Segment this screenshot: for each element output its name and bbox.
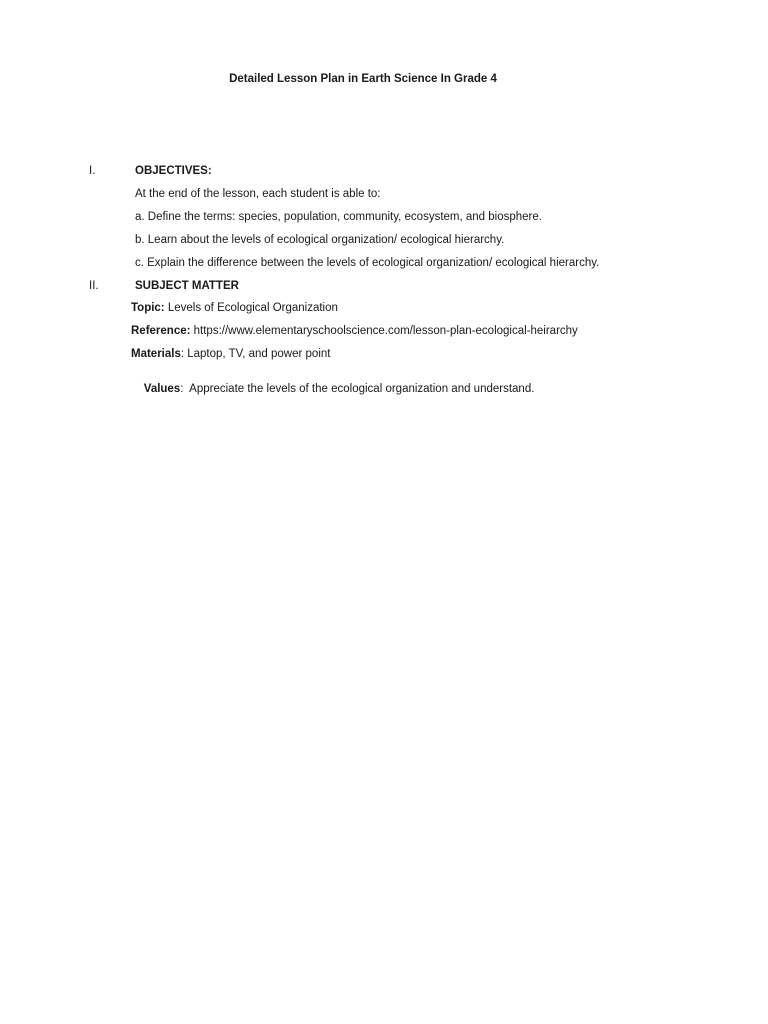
field-topic-value: Levels of Ecological Organization bbox=[164, 302, 338, 314]
field-topic-label: Topic: bbox=[131, 302, 165, 314]
section-heading-subject-matter: SUBJECT MATTER bbox=[135, 280, 239, 292]
field-values-label: Values bbox=[143, 383, 181, 395]
field-values bbox=[131, 371, 534, 407]
section-heading-objectives: OBJECTIVES: bbox=[135, 165, 212, 177]
field-topic bbox=[131, 302, 338, 314]
field-reference bbox=[131, 325, 578, 337]
field-materials bbox=[131, 348, 330, 360]
objective-item-b: b. Learn about the levels of ecological organization/ ecological hierarchy. bbox=[135, 234, 505, 246]
section-numeral-objectives: I. bbox=[89, 165, 96, 177]
field-reference-label: Reference: bbox=[131, 325, 191, 337]
objectives-intro: At the end of the lesson, each student is able to: bbox=[135, 188, 381, 200]
objective-item-c: c. Explain the difference between the levels of ecological organization/ ecological hierarchy. bbox=[135, 257, 600, 269]
objective-item-a: a. Define the terms: species, population, community, ecosystem, and biosphere. bbox=[135, 211, 542, 223]
section-numeral-subject-matter: II. bbox=[89, 280, 99, 292]
field-reference-value: https://www.elementaryschoolscience.com/lesson-plan-ecological-heirarchy bbox=[190, 325, 578, 337]
document-title: Detailed Lesson Plan in Earth Science In Grade 4 bbox=[229, 73, 497, 85]
field-materials-label: Materials bbox=[131, 348, 181, 360]
field-materials-value: : Laptop, TV, and power point bbox=[180, 348, 331, 360]
field-values-value: : Appreciate the levels of the ecological organization and understand. bbox=[180, 383, 535, 395]
